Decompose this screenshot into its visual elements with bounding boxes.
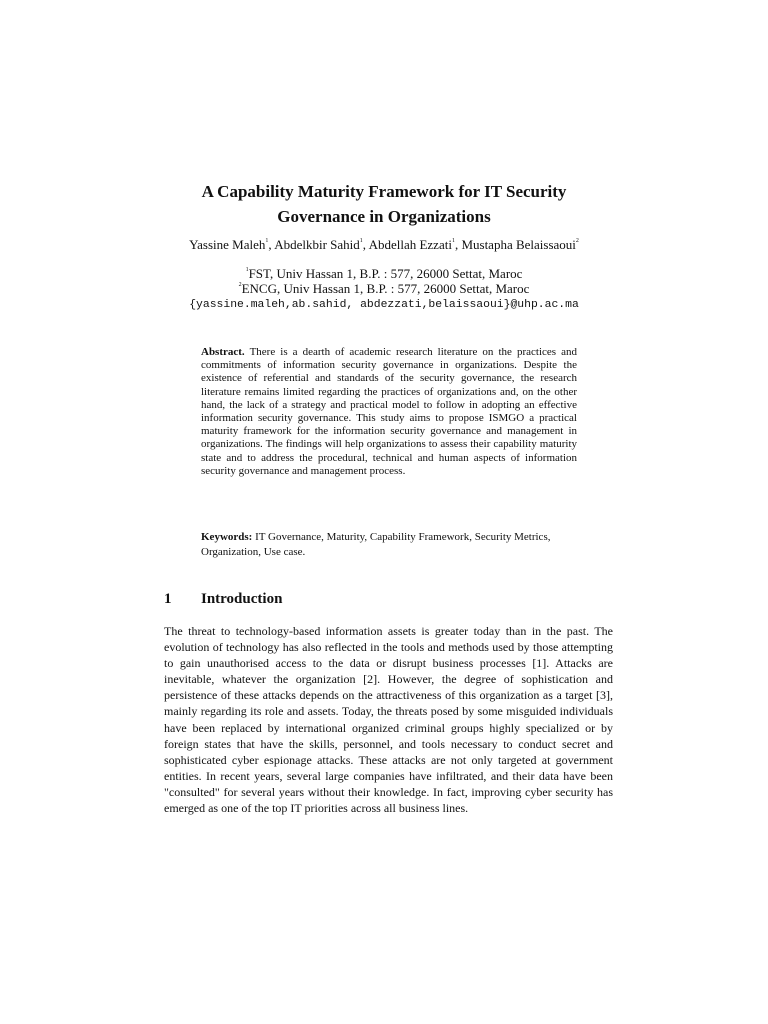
author-list	[120, 236, 648, 254]
keywords-label: Keywords:	[201, 531, 253, 543]
keywords	[201, 530, 577, 560]
paper-title-line-1: A Capability Maturity Framework for IT Security	[201, 182, 567, 201]
author-affiliation-mark: 1	[451, 238, 455, 244]
section-heading	[164, 590, 282, 608]
author-name: Abdelkbir Sahid	[274, 237, 360, 252]
author-name: Yassine Maleh	[189, 237, 266, 252]
author-affiliation-mark: 2	[575, 238, 579, 244]
author-emails: {yassine.maleh,ab.sahid, abdezzati,belaissaoui}@uhp.ac.ma	[189, 299, 579, 311]
section-title: Introduction	[201, 591, 283, 607]
affiliation-text: FST, Univ Hassan 1, B.P. : 577, 26000 Settat, Maroc	[248, 266, 523, 281]
keywords-text: IT Governance, Maturity, Capability Framework, Security Metrics, Organization, Use case.	[201, 531, 551, 558]
affiliation-mark: 1	[245, 267, 249, 273]
author-separator: ,	[268, 237, 275, 252]
abstract-text: There is a dearth of academic research literature on the practices and commitments of information security governance in organizations. Despite the existence of referential and standards of the security governance, the research literature remains limited regarding the practices of organizations and, on the other hand, the lack of a strategy and practical model to follow in adopting an effective information security governance. This study aims to propose ISMGO a practical maturity framework for the information security governance and management in organizations. The findings will help organizations to assess their capability maturity state and to address the procedural, technical and human aspects of information security governance and management process.	[201, 346, 577, 477]
section-number: 1	[164, 591, 172, 607]
introduction-paragraph: The threat to technology-based information assets is greater today than in the past. The evolution of technology has also reflected in the tools and methods used by those attempting to gain unauthorised access to the data or disrupt business processes [1]. Attacks are inevitable, whatever the organization [2]. However, the degree of sophistication and persistence of these attacks depends on the attractiveness of this organization as a target [3], mainly regarding its role and assets. Today, the threats posed by some misguided individuals have been replaced by international organized criminal groups highly specialized or by foreign states that have the skills, personnel, and tools necessary to conduct secret and sophisticated cyber espionage attacks. These attacks are not only targeted at government entities. In recent years, several large companies have infiltrated, and their data have been "consulted" for several years without their knowledge. In fact, improving cyber security has emerged as one of the top IT priorities across all business lines.	[164, 624, 613, 816]
author-name: Mustapha Belaissaoui	[461, 237, 576, 252]
affiliation-2	[150, 281, 618, 297]
author-name: Abdellah Ezzati	[368, 237, 452, 252]
paper-title-line-2: Governance in Organizations	[277, 207, 491, 226]
author-affiliation-mark: 1	[265, 238, 269, 244]
abstract	[201, 346, 577, 478]
affiliation-text: ENCG, Univ Hassan 1, B.P. : 577, 26000 Settat, Maroc	[241, 281, 530, 296]
affiliation-1	[150, 266, 618, 282]
affiliation-mark: 2	[238, 282, 242, 288]
paper-title	[150, 179, 618, 229]
author-separator: ,	[454, 237, 462, 252]
author-affiliation-mark: 1	[359, 238, 363, 244]
abstract-label: Abstract.	[201, 346, 245, 358]
author-separator: ,	[362, 237, 369, 252]
